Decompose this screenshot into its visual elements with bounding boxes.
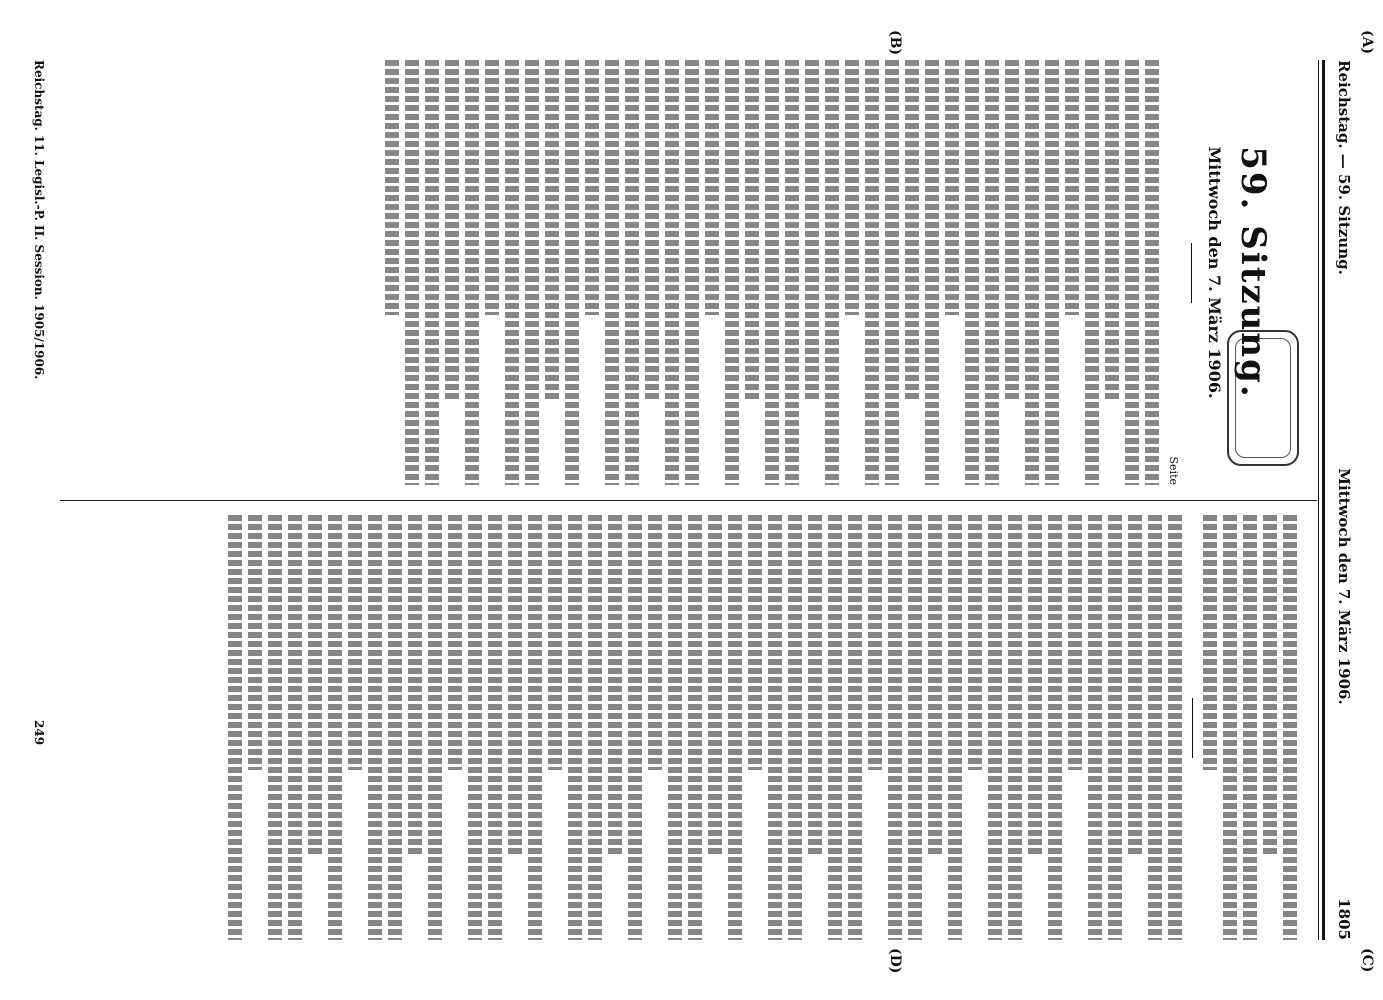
- text-line: [688, 515, 702, 940]
- text-line: [848, 515, 862, 940]
- text-line: [328, 515, 342, 940]
- text-line: [648, 515, 662, 770]
- text-line: [625, 60, 639, 485]
- text-line: [1148, 515, 1162, 940]
- text-line: [685, 60, 699, 485]
- text-line: [1263, 515, 1277, 855]
- seite-label: Seite: [1167, 456, 1181, 485]
- text-line: [1128, 515, 1142, 855]
- session-title: 59. Sitzung.: [1233, 146, 1273, 399]
- text-line: [1005, 60, 1019, 400]
- text-line: [808, 515, 822, 855]
- text-line: [525, 60, 539, 485]
- column-mark-b: (B): [887, 30, 903, 56]
- column-mark-d: (D): [887, 948, 903, 974]
- text-line: [885, 60, 899, 485]
- text-line: [388, 515, 402, 940]
- column-mark-c: (C): [1359, 948, 1375, 973]
- text-line: [745, 60, 759, 400]
- text-line: [928, 515, 942, 855]
- text-line: [1085, 60, 1099, 485]
- column-divider: [60, 500, 1317, 501]
- text-line: [568, 515, 582, 940]
- text-line: [865, 60, 879, 485]
- text-line: [528, 515, 542, 940]
- text-line: [1108, 515, 1122, 940]
- header-rule-thin: [1318, 60, 1319, 940]
- text-line: [1025, 60, 1039, 485]
- text-line: [588, 515, 602, 940]
- text-line: [728, 515, 742, 940]
- text-line: [408, 515, 422, 855]
- text-line: [1068, 515, 1082, 770]
- text-line: [1125, 60, 1139, 485]
- text-line: [828, 515, 842, 940]
- text-line: [805, 60, 819, 400]
- text-line: [968, 515, 982, 770]
- text-line: [428, 515, 442, 940]
- running-head-center: Mittwoch den 7. März 1906.: [1335, 468, 1353, 705]
- right-column: [222, 515, 1303, 940]
- running-head-left: Reichstag. — 59. Sitzung.: [1335, 60, 1353, 275]
- text-line: [545, 60, 559, 400]
- text-line: [1008, 515, 1022, 940]
- text-line: [905, 60, 919, 400]
- text-line: [1145, 60, 1159, 485]
- text-line: [628, 515, 642, 940]
- text-line: [665, 60, 679, 485]
- text-line: [785, 60, 799, 485]
- text-line: [988, 515, 1002, 940]
- text-line: [1243, 515, 1257, 940]
- agenda-block: [385, 60, 1159, 485]
- column-mark-a: (A): [1359, 30, 1375, 55]
- text-line: [228, 515, 242, 940]
- text-line: [868, 515, 882, 770]
- text-line: [1065, 60, 1079, 315]
- text-line: [1283, 515, 1297, 940]
- text-line: [548, 515, 562, 770]
- attendance-block: [1203, 515, 1297, 940]
- text-line: [465, 60, 479, 485]
- text-line: [1105, 60, 1119, 400]
- text-line: [945, 60, 959, 315]
- running-head: [1335, 60, 1353, 940]
- text-line: [505, 60, 519, 485]
- text-line: [1168, 515, 1182, 940]
- text-line: [948, 515, 962, 940]
- section-rule: [1192, 698, 1193, 758]
- text-line: [768, 515, 782, 940]
- footer-imprint: Reichstag. 11. Legisl.-P. II. Session. 1905/1906.: [32, 60, 46, 380]
- text-line: [608, 515, 622, 855]
- text-line: [645, 60, 659, 400]
- text-line: [448, 515, 462, 770]
- text-line: [565, 60, 579, 485]
- text-line: [585, 60, 599, 315]
- text-line: [508, 515, 522, 855]
- text-line: [288, 515, 302, 940]
- text-line: [765, 60, 779, 485]
- header-rule: [1322, 60, 1325, 940]
- text-line: [488, 515, 502, 940]
- text-line: [845, 60, 859, 315]
- text-line: [985, 60, 999, 485]
- text-line: [1028, 515, 1042, 855]
- text-line: [445, 60, 459, 400]
- session-date: Mittwoch den 7. März 1906.: [1204, 146, 1224, 399]
- text-line: [788, 515, 802, 940]
- text-line: [605, 60, 619, 485]
- sheet-number: 249: [32, 720, 46, 746]
- text-line: [1088, 515, 1102, 940]
- text-line: [705, 60, 719, 315]
- text-line: [1048, 515, 1062, 940]
- text-line: [1203, 515, 1217, 770]
- text-line: [248, 515, 262, 770]
- text-line: [725, 60, 739, 485]
- text-line: [405, 60, 419, 485]
- text-line: [825, 60, 839, 485]
- title-rule: [1191, 243, 1192, 303]
- text-line: [908, 515, 922, 940]
- text-line: [925, 60, 939, 485]
- text-line: [485, 60, 499, 315]
- text-line: [468, 515, 482, 940]
- text-line: [308, 515, 322, 855]
- text-line: [1045, 60, 1059, 485]
- text-line: [368, 515, 382, 940]
- proceedings-block: [228, 515, 1182, 940]
- text-line: [965, 60, 979, 485]
- text-line: [668, 515, 682, 940]
- running-head-page-number: 1805: [1335, 898, 1353, 940]
- text-line: [348, 515, 362, 770]
- text-line: [708, 515, 722, 855]
- text-line: [385, 60, 399, 315]
- text-line: [1223, 515, 1237, 940]
- left-column: [379, 60, 1303, 485]
- text-line: [748, 515, 762, 770]
- text-line: [425, 60, 439, 485]
- text-line: [888, 515, 902, 940]
- text-line: [268, 515, 282, 940]
